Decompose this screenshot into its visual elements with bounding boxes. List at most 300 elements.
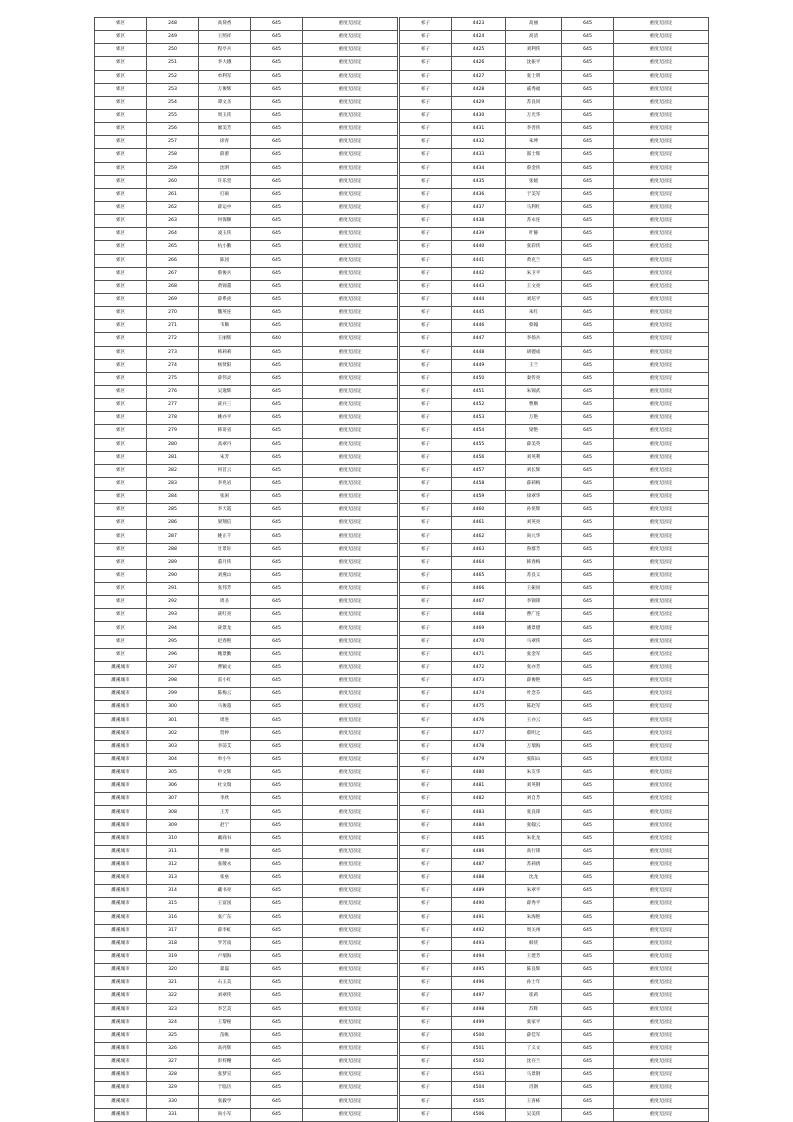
number-cell: 4428 — [452, 83, 506, 96]
category-cell: 重度无固定 — [303, 18, 398, 31]
category-cell: 重度无固定 — [614, 556, 709, 569]
number-cell: 320 — [147, 964, 199, 977]
district-cell: 祁子 — [400, 307, 452, 320]
table-row — [95, 1042, 398, 1055]
amount-cell: 645 — [251, 18, 303, 31]
number-cell: 273 — [147, 346, 199, 359]
category-cell: 重度无固定 — [303, 399, 398, 412]
category-cell: 重度无固定 — [614, 885, 709, 898]
amount-cell: 645 — [251, 293, 303, 306]
table-row — [95, 661, 398, 674]
number-cell: 272 — [147, 333, 199, 346]
amount-cell: 645 — [562, 346, 614, 359]
amount-cell: 645 — [562, 320, 614, 333]
district-cell: 郊区 — [95, 635, 147, 648]
left-table-body — [95, 18, 398, 1122]
name-cell: 张亦芳 — [506, 661, 562, 674]
name-cell: 张广东 — [199, 911, 251, 924]
table-row — [95, 543, 398, 556]
name-cell: 高荷香 — [199, 18, 251, 31]
district-cell: 郊区 — [95, 622, 147, 635]
category-cell: 重度无固定 — [614, 57, 709, 70]
name-cell: 沈明 — [199, 162, 251, 175]
name-cell: 蔡俊兵 — [199, 267, 251, 280]
amount-cell: 645 — [251, 1016, 303, 1029]
amount-cell: 645 — [562, 1069, 614, 1082]
name-cell: 聂红亮 — [199, 609, 251, 622]
amount-cell: 645 — [562, 149, 614, 162]
category-cell: 重度无固定 — [614, 254, 709, 267]
number-cell: 292 — [147, 596, 199, 609]
table-row — [95, 136, 398, 149]
table-row — [400, 254, 709, 267]
district-cell: 郊区 — [95, 293, 147, 306]
amount-cell: 645 — [251, 714, 303, 727]
district-cell: 祁子 — [400, 385, 452, 398]
name-cell: 李欣 — [199, 793, 251, 806]
number-cell: 4433 — [452, 149, 506, 162]
district-cell: 祁子 — [400, 793, 452, 806]
amount-cell: 645 — [562, 806, 614, 819]
district-cell: 祁子 — [400, 175, 452, 188]
name-cell: 姚正千 — [199, 530, 251, 543]
district-cell: 郊区 — [95, 215, 147, 228]
table-row — [400, 1108, 709, 1121]
table-row — [95, 977, 398, 990]
table-row — [400, 162, 709, 175]
amount-cell: 645 — [562, 215, 614, 228]
table-row — [95, 753, 398, 766]
table-row — [95, 307, 398, 320]
district-cell: 祁子 — [400, 937, 452, 950]
category-cell: 重度无固定 — [303, 491, 398, 504]
name-cell: 贺婷 — [199, 727, 251, 740]
category-cell: 重度无固定 — [614, 267, 709, 280]
category-cell: 重度无固定 — [303, 832, 398, 845]
number-cell: 4450 — [452, 372, 506, 385]
name-cell: 刘燕山 — [199, 569, 251, 582]
table-row — [400, 517, 709, 530]
amount-cell: 645 — [562, 819, 614, 832]
number-cell: 330 — [147, 1095, 199, 1108]
number-cell: 4444 — [452, 293, 506, 306]
district-cell: 郊区 — [95, 530, 147, 543]
table-row — [400, 241, 709, 254]
district-cell: 祁子 — [400, 859, 452, 872]
district-cell: 祁子 — [400, 438, 452, 451]
category-cell: 重度无固定 — [303, 464, 398, 477]
name-cell: 赵宁 — [199, 819, 251, 832]
table-row — [95, 635, 398, 648]
name-cell: 姚亦平 — [199, 412, 251, 425]
category-cell: 重度无固定 — [614, 136, 709, 149]
number-cell: 4436 — [452, 188, 506, 201]
number-cell: 4461 — [452, 517, 506, 530]
table-row — [400, 18, 709, 31]
category-cell: 重度无固定 — [303, 583, 398, 596]
district-cell: 祁子 — [400, 320, 452, 333]
name-cell: 朱化龙 — [506, 832, 562, 845]
name-cell: 许乐堂 — [199, 175, 251, 188]
district-cell: 郊区 — [95, 175, 147, 188]
category-cell: 重度无固定 — [614, 990, 709, 1003]
name-cell: 韦顺 — [199, 320, 251, 333]
name-cell: 尚元华 — [506, 530, 562, 543]
name-cell: 罗芳南 — [199, 937, 251, 950]
amount-cell: 645 — [251, 464, 303, 477]
table-row — [400, 123, 709, 136]
name-cell: 刘自芳 — [506, 793, 562, 806]
amount-cell: 645 — [562, 661, 614, 674]
table-row — [95, 477, 398, 490]
number-cell: 4469 — [452, 622, 506, 635]
category-cell: 重度无固定 — [614, 451, 709, 464]
name-cell: 张媛 — [506, 175, 562, 188]
amount-cell: 645 — [562, 1042, 614, 1055]
number-cell: 263 — [147, 215, 199, 228]
amount-cell: 645 — [251, 228, 303, 241]
number-cell: 324 — [147, 1016, 199, 1029]
table-row — [95, 859, 398, 872]
category-cell: 重度无固定 — [614, 307, 709, 320]
district-cell: 祁子 — [400, 1069, 452, 1082]
name-cell: 张垒 — [199, 872, 251, 885]
district-cell: 祁子 — [400, 267, 452, 280]
number-cell: 312 — [147, 859, 199, 872]
number-cell: 271 — [147, 320, 199, 333]
name-cell: 苏永连 — [506, 215, 562, 228]
district-cell: 濉溪城市 — [95, 767, 147, 780]
table-row — [400, 806, 709, 819]
name-cell: 叶锦 — [199, 845, 251, 858]
table-row — [400, 491, 709, 504]
amount-cell: 645 — [251, 872, 303, 885]
table-row — [95, 18, 398, 31]
district-cell: 祁子 — [400, 701, 452, 714]
district-cell: 郊区 — [95, 385, 147, 398]
name-cell: 董月侠 — [199, 556, 251, 569]
table-row — [95, 149, 398, 162]
table-row — [95, 793, 398, 806]
number-cell: 269 — [147, 293, 199, 306]
name-cell: 韩莉莉 — [199, 346, 251, 359]
amount-cell: 645 — [251, 267, 303, 280]
number-cell: 256 — [147, 123, 199, 136]
table-row — [95, 1003, 398, 1016]
number-cell: 4462 — [452, 530, 506, 543]
category-cell: 重度无固定 — [614, 96, 709, 109]
category-cell: 重度无固定 — [303, 556, 398, 569]
table-row — [400, 648, 709, 661]
name-cell: 苏良同 — [506, 96, 562, 109]
number-cell: 295 — [147, 635, 199, 648]
name-cell: 苏良义 — [506, 569, 562, 582]
category-cell: 重度无固定 — [303, 924, 398, 937]
amount-cell: 645 — [562, 201, 614, 214]
category-cell: 重度无固定 — [303, 504, 398, 517]
number-cell: 252 — [147, 70, 199, 83]
category-cell: 重度无固定 — [303, 543, 398, 556]
name-cell: 马利红 — [506, 201, 562, 214]
name-cell: 吴逸辉 — [199, 385, 251, 398]
amount-cell: 645 — [251, 727, 303, 740]
table-row — [95, 569, 398, 582]
amount-cell: 645 — [251, 372, 303, 385]
district-cell: 祁子 — [400, 491, 452, 504]
category-cell: 重度无固定 — [614, 70, 709, 83]
district-cell: 郊区 — [95, 477, 147, 490]
amount-cell: 645 — [251, 859, 303, 872]
table-row — [95, 44, 398, 57]
district-cell: 郊区 — [95, 359, 147, 372]
name-cell: 蔡明之 — [506, 727, 562, 740]
category-cell: 重度无固定 — [303, 569, 398, 582]
name-cell: 朱坤 — [506, 136, 562, 149]
table-row — [400, 438, 709, 451]
district-cell: 祁子 — [400, 359, 452, 372]
district-cell: 濉溪城市 — [95, 793, 147, 806]
name-cell: 刘翠侠 — [199, 990, 251, 1003]
name-cell: 于美军 — [506, 188, 562, 201]
amount-cell: 645 — [251, 675, 303, 688]
table-row — [95, 1016, 398, 1029]
amount-cell: 645 — [251, 635, 303, 648]
table-row — [400, 359, 709, 372]
amount-cell: 645 — [562, 491, 614, 504]
category-cell: 重度无固定 — [303, 188, 398, 201]
category-cell: 重度无固定 — [303, 280, 398, 293]
name-cell: 朱翠平 — [506, 885, 562, 898]
number-cell: 303 — [147, 740, 199, 753]
category-cell: 重度无固定 — [614, 911, 709, 924]
amount-cell: 645 — [251, 109, 303, 122]
amount-cell: 645 — [562, 385, 614, 398]
category-cell: 重度无固定 — [614, 18, 709, 31]
district-cell: 祁子 — [400, 241, 452, 254]
district-cell: 祁子 — [400, 451, 452, 464]
category-cell: 重度无固定 — [614, 977, 709, 990]
district-cell: 郊区 — [95, 188, 147, 201]
table-row — [95, 530, 398, 543]
category-cell: 重度无固定 — [614, 924, 709, 937]
table-row — [400, 70, 709, 83]
district-cell: 祁子 — [400, 556, 452, 569]
table-row — [400, 333, 709, 346]
amount-cell: 645 — [251, 123, 303, 136]
amount-cell: 645 — [251, 701, 303, 714]
amount-cell: 645 — [562, 44, 614, 57]
table-row — [400, 898, 709, 911]
table-row — [400, 201, 709, 214]
amount-cell: 645 — [562, 543, 614, 556]
amount-cell: 645 — [562, 241, 614, 254]
amount-cell: 645 — [251, 451, 303, 464]
amount-cell: 645 — [251, 280, 303, 293]
amount-cell: 645 — [562, 714, 614, 727]
number-cell: 4497 — [452, 990, 506, 1003]
category-cell: 重度无固定 — [614, 635, 709, 648]
table-row — [95, 96, 398, 109]
district-cell: 郊区 — [95, 556, 147, 569]
table-row — [400, 543, 709, 556]
number-cell: 291 — [147, 583, 199, 596]
name-cell: 谭文圣 — [199, 96, 251, 109]
name-cell: 张毅学 — [199, 1095, 251, 1108]
amount-cell: 645 — [251, 307, 303, 320]
number-cell: 4472 — [452, 661, 506, 674]
table-row — [95, 648, 398, 661]
category-cell: 重度无固定 — [303, 346, 398, 359]
name-cell: 刘利侠 — [506, 44, 562, 57]
table-row — [400, 307, 709, 320]
number-cell: 4475 — [452, 701, 506, 714]
amount-cell: 645 — [251, 661, 303, 674]
category-cell: 重度无固定 — [614, 1069, 709, 1082]
category-cell: 重度无固定 — [303, 451, 398, 464]
category-cell: 重度无固定 — [303, 31, 398, 44]
table-row — [95, 399, 398, 412]
amount-cell: 645 — [251, 1003, 303, 1016]
amount-cell: 645 — [562, 964, 614, 977]
table-row — [95, 188, 398, 201]
district-cell: 祁子 — [400, 399, 452, 412]
amount-cell: 645 — [562, 359, 614, 372]
district-cell: 濉溪城市 — [95, 990, 147, 1003]
category-cell: 重度无固定 — [303, 517, 398, 530]
number-cell: 4426 — [452, 57, 506, 70]
district-cell: 郊区 — [95, 464, 147, 477]
name-cell: 李天霞 — [199, 504, 251, 517]
category-cell: 重度无固定 — [614, 464, 709, 477]
category-cell: 重度无固定 — [614, 845, 709, 858]
district-cell: 祁子 — [400, 464, 452, 477]
number-cell: 286 — [147, 517, 199, 530]
amount-cell: 645 — [251, 1056, 303, 1069]
number-cell: 4448 — [452, 346, 506, 359]
left-table — [94, 17, 398, 1122]
amount-cell: 645 — [562, 648, 614, 661]
category-cell: 重度无固定 — [614, 872, 709, 885]
number-cell: 329 — [147, 1082, 199, 1095]
name-cell: 王芳 — [199, 806, 251, 819]
number-cell: 331 — [147, 1108, 199, 1121]
table-row — [95, 254, 398, 267]
table-row — [400, 412, 709, 425]
district-cell: 濉溪城市 — [95, 964, 147, 977]
amount-cell: 645 — [251, 1082, 303, 1095]
district-cell: 祁子 — [400, 57, 452, 70]
district-cell: 祁子 — [400, 44, 452, 57]
amount-cell: 645 — [251, 832, 303, 845]
district-cell: 祁子 — [400, 964, 452, 977]
district-cell: 祁子 — [400, 950, 452, 963]
number-cell: 4471 — [452, 648, 506, 661]
number-cell: 307 — [147, 793, 199, 806]
category-cell: 重度无固定 — [614, 688, 709, 701]
name-cell: 廖美芳 — [199, 123, 251, 136]
number-cell: 305 — [147, 767, 199, 780]
amount-cell: 645 — [251, 688, 303, 701]
number-cell: 4439 — [452, 228, 506, 241]
district-cell: 郊区 — [95, 57, 147, 70]
category-cell: 重度无固定 — [614, 596, 709, 609]
amount-cell: 645 — [251, 911, 303, 924]
district-cell: 郊区 — [95, 491, 147, 504]
category-cell: 重度无固定 — [303, 70, 398, 83]
amount-cell: 645 — [251, 530, 303, 543]
number-cell: 4499 — [452, 1016, 506, 1029]
category-cell: 重度无固定 — [303, 767, 398, 780]
category-cell: 重度无固定 — [614, 83, 709, 96]
category-cell: 重度无固定 — [303, 293, 398, 306]
number-cell: 4446 — [452, 320, 506, 333]
district-cell: 濉溪城市 — [95, 740, 147, 753]
number-cell: 283 — [147, 477, 199, 490]
name-cell: 万艳 — [506, 412, 562, 425]
table-row — [400, 451, 709, 464]
name-cell: 周圣 — [199, 596, 251, 609]
amount-cell: 645 — [251, 1069, 303, 1082]
amount-cell: 645 — [251, 569, 303, 582]
district-cell: 郊区 — [95, 399, 147, 412]
name-cell: 聂兵三 — [199, 399, 251, 412]
district-cell: 郊区 — [95, 162, 147, 175]
number-cell: 4459 — [452, 491, 506, 504]
name-cell: 薛秀平 — [506, 898, 562, 911]
category-cell: 重度无固定 — [303, 1029, 398, 1042]
amount-cell: 645 — [251, 1108, 303, 1121]
district-cell: 郊区 — [95, 320, 147, 333]
name-cell: 杨贤阳 — [199, 359, 251, 372]
table-row — [400, 1069, 709, 1082]
category-cell: 重度无固定 — [303, 937, 398, 950]
category-cell: 重度无固定 — [303, 162, 398, 175]
number-cell: 261 — [147, 188, 199, 201]
number-cell: 296 — [147, 648, 199, 661]
district-cell: 祁子 — [400, 832, 452, 845]
table-row — [400, 1029, 709, 1042]
amount-cell: 645 — [562, 123, 614, 136]
amount-cell: 645 — [251, 346, 303, 359]
category-cell: 重度无固定 — [303, 241, 398, 254]
category-cell: 重度无固定 — [303, 425, 398, 438]
number-cell: 255 — [147, 109, 199, 122]
table-row — [95, 701, 398, 714]
amount-cell: 645 — [251, 990, 303, 1003]
district-cell: 祁子 — [400, 1042, 452, 1055]
number-cell: 321 — [147, 977, 199, 990]
number-cell: 262 — [147, 201, 199, 214]
district-cell: 郊区 — [95, 543, 147, 556]
table-row — [95, 596, 398, 609]
number-cell: 4457 — [452, 464, 506, 477]
district-cell: 祁子 — [400, 254, 452, 267]
district-cell: 郊区 — [95, 201, 147, 214]
name-cell: 邵士辉 — [506, 149, 562, 162]
district-cell: 濉溪城市 — [95, 819, 147, 832]
amount-cell: 645 — [251, 399, 303, 412]
name-cell: 胡德成 — [506, 346, 562, 359]
number-cell: 4434 — [452, 162, 506, 175]
table-row — [95, 845, 398, 858]
table-row — [400, 793, 709, 806]
amount-cell: 645 — [251, 175, 303, 188]
table-row — [95, 346, 398, 359]
district-cell: 祁子 — [400, 911, 452, 924]
amount-cell: 645 — [251, 491, 303, 504]
district-cell: 祁子 — [400, 517, 452, 530]
district-cell: 祁子 — [400, 924, 452, 937]
